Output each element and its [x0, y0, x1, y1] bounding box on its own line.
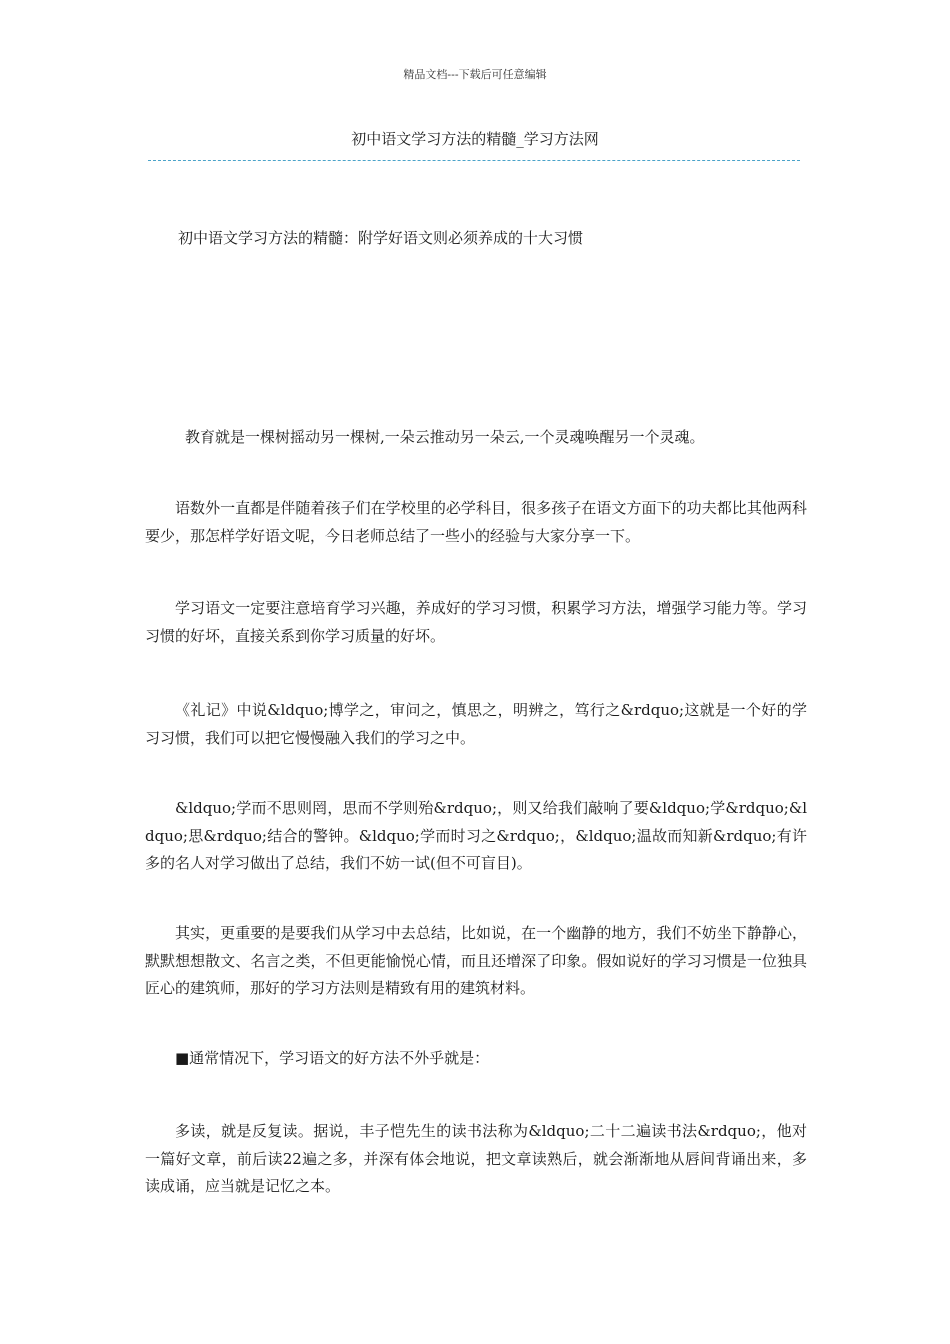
- article-subtitle: 初中语文学习方法的精髓：附学好语文则必须养成的十大习惯: [178, 229, 584, 247]
- body-paragraph: 其实，更重要的是要我们从学习中去总结，比如说，在一个幽静的地方，我们不妨坐下静静心，默默想想散文、名言之类，不但更能愉悦心情，而且还增深了印象。假如说好的学习习惯是一位独具匠心的建筑师，那好的学习方法则是精致有用的建筑材料。: [145, 924, 807, 997]
- document-title: 初中语文学习方法的精髓_学习方法网: [351, 130, 599, 148]
- body-paragraph: 语数外一直都是伴随着孩子们在学校里的必学科目，很多孩子在语文方面下的功夫都比其他两科要少，那怎样学好语文呢，今日老师总结了一些小的经验与大家分享一下。: [145, 499, 807, 545]
- body-paragraph: &ldquo;学而不思则罔，思而不学则殆&rdquo;，则又给我们敲响了要&ldquo;学&rdquo;&ldquo;思&rdquo;结合的警钟。&ldquo;学而时习之&rdquo;，&ldquo;温故而知新&rdquo;有许多的名人对学习做出了总结，我们不妨一试(但不可盲目)。: [145, 799, 807, 872]
- section-lead-paragraph: ■通常情况下，学习语文的好方法不外乎就是：: [175, 1049, 490, 1067]
- body-paragraph: 《礼记》中说&ldquo;博学之，审问之，慎思之，明辨之，笃行之&rdquo;这就是一个好的学习习惯，我们可以把它慢慢融入我们的学习之中。: [145, 701, 807, 747]
- body-paragraph: 多读，就是反复读。据说，丰子恺先生的读书法称为&ldquo;二十二遍读书法&rdquo;，他对一篇好文章，前后读22遍之多，并深有体会地说，把文章读熟后，就会渐渐地从唇间背诵出来，多读成诵，应当就是记忆之本。: [145, 1122, 807, 1195]
- quote-paragraph: 教育就是一棵树摇动另一棵树,一朵云推动另一朵云,一个灵魂唤醒另一个灵魂。: [185, 428, 705, 446]
- body-paragraph: 学习语文一定要注意培育学习兴趣，养成好的学习习惯，积累学习方法，增强学习能力等。学习习惯的好坏，直接关系到你学习质量的好坏。: [145, 599, 807, 645]
- header-note: 精品文档---下载后可任意编辑: [403, 68, 547, 81]
- dashed-divider: [148, 160, 800, 161]
